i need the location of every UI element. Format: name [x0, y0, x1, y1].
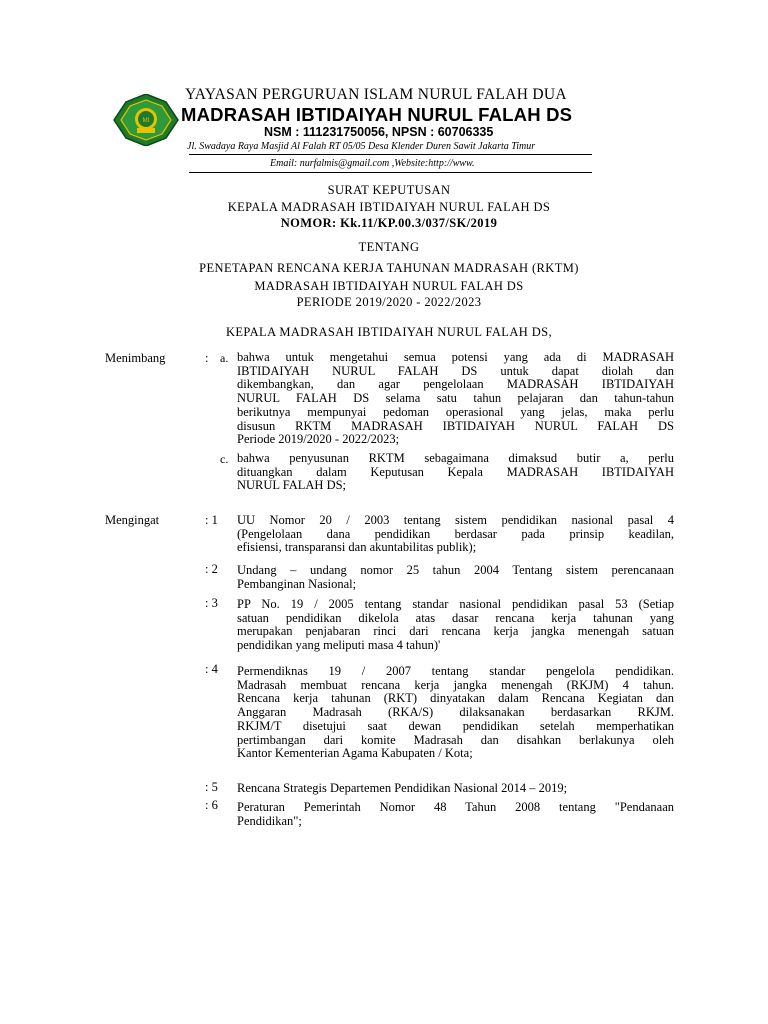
item-number: : 4 — [205, 662, 218, 676]
text-line: NURUL FALAH DS selama satu tahun pelajaran dan tahun-tahun — [237, 391, 674, 406]
menimbang-item-c — [237, 452, 674, 493]
text-line: Peraturan Pemerintah Nomor 48 Tahun 2008 tentang "Pendanaan — [237, 800, 674, 814]
text-line: IBTIDAIYAH NURUL FALAH DS untuk dapat diolah dan — [237, 363, 674, 378]
text-line: Madrasah membuat rencana kerja jangka menengah (RKJM) 4 tahun. — [237, 677, 674, 692]
text-line: Rencana kerja tahunan (RKT) dinyatakan dalam Rencana Kegiatan dan — [237, 691, 674, 706]
doc-subject-1: PENETAPAN RENCANA KERJA TAHUNAN MADRASAH (RKTM) — [199, 261, 579, 275]
header-divider-top — [189, 154, 592, 155]
header-divider-bottom — [189, 172, 592, 173]
item-number: : 2 — [205, 562, 218, 576]
foundation-name: YAYASAN PERGURUAN ISLAM NURUL FALAH DUA — [185, 86, 567, 103]
text-line: Undang – undang nomor 25 tahun 2004 Tentang sistem perencanaan — [237, 563, 674, 577]
text-line: UU Nomor 20 / 2003 tentang sistem pendidikan nasional pasal 4 — [237, 513, 674, 527]
mengingat-item-5 — [237, 782, 674, 796]
text-line: disusun RKTM MADRASAH IBTIDAIYAH NURUL FALAH DS — [237, 418, 674, 433]
mengingat-item-4 — [237, 665, 674, 761]
text-line: Permendiknas 19 / 2007 tentang standar pengelola pendidikan. — [237, 664, 674, 678]
text-line: pendidikan yang meliputi masa 4 tahun)' — [237, 638, 441, 653]
mengingat-item-2 — [237, 564, 674, 591]
svg-text:MI: MI — [142, 118, 150, 124]
doc-subject-3: PERIODE 2019/2020 - 2022/2023 — [296, 295, 482, 309]
item-number: : 3 — [205, 596, 218, 610]
text-line: PP No. 19 / 2005 tentang standar nasional pendidikan pasal 53 (Setiap — [237, 597, 674, 611]
text-line: RKJM/T disetujui saat dewan pendidikan setelah memperhatikan — [237, 718, 674, 733]
text-line: Kantor Kementerian Agama Kabupaten / Kota; — [237, 746, 473, 761]
text-line: dikembangkan, dan agar pengelolaan MADRASAH IBTIDAIYAH — [237, 377, 674, 392]
text-line: Pembanginan Nasional; — [237, 576, 357, 591]
text-line: Periode 2019/2020 - 2022/2023; — [237, 432, 400, 447]
item-number: : 6 — [205, 798, 218, 812]
item-number: : 5 — [205, 780, 218, 794]
text-line: NURUL FALAH DS; — [237, 478, 347, 493]
text-line: bahwa penyusunan RKTM sebagaimana dimaksud butir a, perlu — [237, 451, 674, 465]
school-contact: Email: nurfalmis@gmail.com ,Website:http://www. — [270, 158, 475, 169]
doc-subject-2: MADRASAH IBTIDAIYAH NURUL FALAH DS — [254, 279, 524, 293]
text-line: berikutnya mempunyai pedoman operasional yang jelas, maka perlu — [237, 404, 674, 419]
text-line: efisiensi, transparansi dan akuntabilitas publik); — [237, 540, 477, 555]
text-line: Anggaran Madrasah (RKA/S) dilaksanakan berdasarkan RKJM. — [237, 705, 674, 720]
section-colon: : — [205, 351, 209, 365]
text-line: pertimbangan dari komite Madrasah dan disahkan berlakunya oleh — [237, 732, 674, 747]
text-line: satuan pendidikan dikelola atas dasar rencana kerja tahunan yang — [237, 610, 674, 625]
text-line: (Pengelolaan dana pendidikan berdasar pada prinsip keadilan, — [237, 526, 674, 541]
mengingat-item-1 — [237, 514, 674, 555]
mengingat-item-6 — [237, 801, 674, 828]
item-marker: c. — [220, 452, 229, 466]
section-label-mengingat: Mengingat — [105, 513, 160, 527]
item-marker: a. — [220, 351, 229, 365]
section-label-menimbang: Menimbang — [105, 351, 166, 365]
school-address: Jl. Swadaya Raya Masjid Al Falah RT 05/05 Desa Klender Duren Sawit Jakarta Timur — [187, 141, 536, 152]
text-line: Rencana Strategis Departemen Pendidikan Nasional 2014 – 2019; — [237, 781, 568, 795]
school-name: MADRASAH IBTIDAIYAH NURUL FALAH DS — [181, 104, 573, 125]
school-registration: NSM : 111231750056, NPSN : 60706335 — [264, 125, 494, 139]
madrasah-logo-icon — [110, 94, 182, 146]
doc-number: NOMOR: Kk.11/KP.00.3/037/SK/2019 — [280, 216, 498, 230]
text-line: bahwa untuk mengetahui semua potensi yang ada di MADRASAH — [237, 350, 674, 364]
doc-about-label: TENTANG — [358, 240, 420, 254]
text-line: merupakan penjabaran rinci dari rencana kerja jangka menengah satuan — [237, 624, 674, 639]
doc-issuer: KEPALA MADRASAH IBTIDAIYAH NURUL FALAH DS — [227, 200, 551, 214]
mengingat-item-3 — [237, 598, 674, 653]
text-line: Pendidikan"; — [237, 813, 302, 828]
item-number: : 1 — [205, 513, 218, 527]
text-line: dituangkan dalam Keputusan Kepala MADRASAH IBTIDAIYAH — [237, 464, 674, 479]
menimbang-item-a — [237, 351, 674, 447]
doc-type: SURAT KEPUTUSAN — [327, 183, 451, 197]
doc-head-line: KEPALA MADRASAH IBTIDAIYAH NURUL FALAH DS, — [225, 325, 553, 339]
